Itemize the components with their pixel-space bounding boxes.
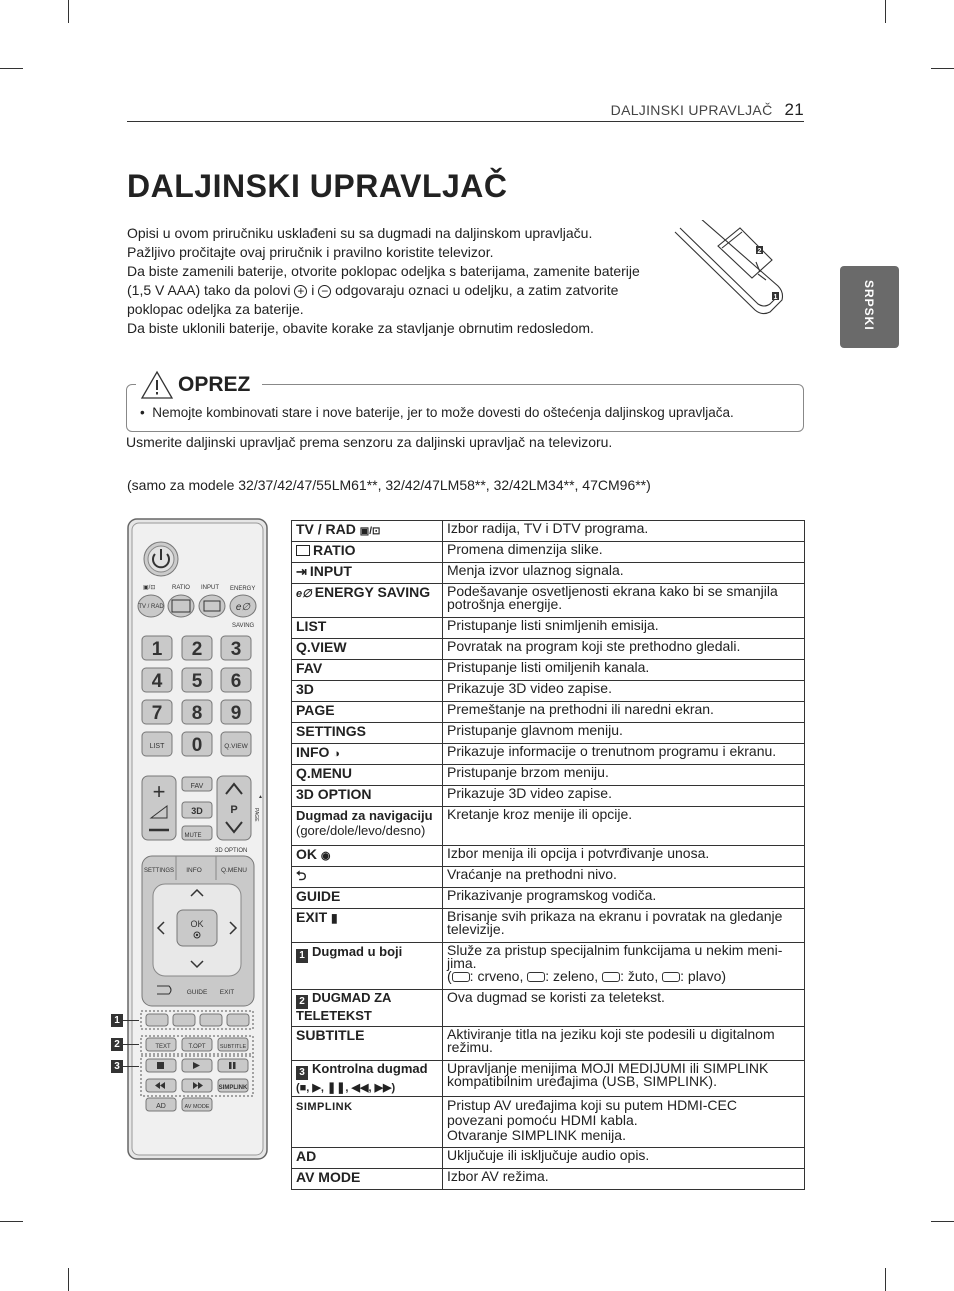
table-row	[292, 846, 805, 867]
plus-pole-icon: +	[294, 285, 307, 298]
color-green: : zeleno,	[545, 968, 599, 984]
crop-mark	[931, 68, 954, 69]
control-keys-icons: (■, ▶, ❚❚, ◀◀, ▶▶)	[296, 1082, 396, 1094]
key-desc: Izbor AV režima.	[443, 1169, 805, 1190]
key-desc: Podešavanje osvetljenosti ekrana kako bi se smanjila potrošnja energije.	[443, 584, 805, 618]
svg-text:▣/⊡: ▣/⊡	[143, 585, 156, 591]
remote-digit-0: 0	[191, 735, 203, 756]
table-row	[292, 639, 805, 660]
caution-heading	[136, 370, 262, 400]
remote-label-fav: FAV	[190, 783, 204, 790]
key-desc: Aktiviranje titla na jeziku koji ste podesili u digitalnom režimu.	[443, 1027, 805, 1061]
key-name: AD	[292, 1148, 443, 1169]
key-name: FAV	[292, 660, 443, 681]
remote-label-qmenu: Q.MENU	[221, 867, 247, 874]
language-tab-label: SRPSKI	[862, 280, 876, 331]
warning-icon	[140, 370, 174, 400]
remote-digit-7: 7	[151, 703, 163, 724]
remote-label-qview: Q.VIEW	[224, 743, 248, 750]
svg-text:2: 2	[757, 248, 762, 255]
back-icon: ⮌	[296, 868, 307, 883]
minus-pole-icon: −	[318, 285, 331, 298]
table-row	[292, 744, 805, 765]
key-name: EXIT	[296, 909, 328, 925]
callout-number: 1	[296, 949, 308, 963]
svg-text:1: 1	[773, 294, 778, 301]
remote-label-tvrad: TV / RAD	[138, 604, 164, 610]
intro-line: Pažljivo pročitajte ovaj priručnik i pravilno koristite televizor.	[127, 244, 494, 260]
key-name: PAGE	[292, 702, 443, 723]
key-desc: Prikazuje 3D video zapise.	[443, 681, 805, 702]
remote-label-topt: T.OPT	[188, 1044, 206, 1050]
crop-mark	[885, 0, 886, 23]
table-row	[292, 786, 805, 807]
remote-label-guide: GUIDE	[186, 989, 208, 996]
svg-text:+: +	[152, 779, 166, 804]
remote-label-energy: ENERGY	[230, 586, 256, 592]
input-icon: ⇥	[296, 564, 307, 579]
callout-number: 3	[296, 1066, 308, 1080]
key-name: SETTINGS	[292, 723, 443, 744]
svg-text:▲: ▲	[258, 794, 263, 800]
button-table	[291, 520, 805, 1190]
crop-mark	[931, 1221, 954, 1222]
key-name-3d: 3D	[292, 681, 443, 702]
key-name: DUGMAD ZA TELETEKST	[296, 990, 391, 1023]
yellow-key-icon	[602, 972, 620, 982]
simplink-logo: SIMPLINK	[296, 1101, 353, 1113]
table-row	[292, 702, 805, 723]
remote-label-exit: EXIT	[219, 989, 235, 996]
key-name: RATIO	[313, 542, 356, 558]
page-title: DALJINSKI UPRAVLJAČ	[127, 168, 508, 204]
tv-radio-icon: ▣/⊡	[359, 526, 381, 537]
table-row	[292, 1097, 805, 1148]
callout-number: 2	[296, 995, 308, 1009]
table-row	[292, 1169, 805, 1190]
table-row	[292, 1061, 805, 1097]
header-rule	[127, 121, 804, 122]
key-desc: Povratak na program koji ste prethodno gledali.	[443, 639, 805, 660]
key-desc: Služe za pristup specijalnim funkcijama u nekim meni-jima.	[447, 942, 783, 971]
color-yellow: : žuto,	[620, 968, 659, 984]
key-name: INPUT	[309, 563, 352, 579]
key-name: LIST	[292, 618, 443, 639]
key-desc: Premeštanje na prethodni ili naredni ekran.	[443, 702, 805, 723]
callout-line	[123, 1044, 139, 1045]
key-desc: Izbor menija ili opcija i potvrđivanje unosa.	[443, 846, 805, 867]
remote-digit-8: 8	[191, 703, 203, 724]
key-subname: (gore/dole/levo/desno)	[296, 823, 426, 838]
key-desc: Uključuje ili isključuje audio opis.	[443, 1148, 805, 1169]
intro-line: Da biste zamenili baterije, otvorite poklopac odeljka s baterijama, zamenite baterije	[127, 263, 640, 279]
key-desc: Kretanje kroz menije ili opcije.	[443, 807, 805, 846]
header-section: DALJINSKI UPRAVLJAČ	[610, 102, 773, 118]
key-name: Dugmad u boji	[312, 944, 403, 959]
remote-label-list: LIST	[149, 743, 165, 750]
key-name: Dugmad za navigaciju	[296, 808, 433, 823]
remote-digit-9: 9	[230, 703, 242, 724]
callout-1: 1	[111, 1014, 123, 1027]
key-desc: Pristupanje brzom meniju.	[443, 765, 805, 786]
key-name: Q.MENU	[292, 765, 443, 786]
key-desc: Pristup AV uređajima koji su putem HDMI-CEC	[447, 1097, 737, 1113]
remote-digit-5: 5	[191, 671, 203, 692]
energy-saving-icon: e∅	[296, 588, 312, 600]
language-tab	[840, 266, 899, 348]
key-name: INFO	[296, 744, 330, 760]
remote-label-settings: SETTINGS	[143, 868, 175, 874]
table-row	[292, 909, 805, 943]
key-desc: Promena dimenzija slike.	[443, 542, 805, 563]
key-desc: Ova dugmad se koristi za teletekst.	[443, 990, 805, 1027]
crop-mark	[0, 1221, 23, 1222]
key-name: Kontrolna dugmad	[312, 1061, 428, 1076]
key-desc: Otvaranje SIMPLINK menija.	[447, 1127, 626, 1143]
page-number: 21	[784, 100, 804, 119]
remote-label-avmode: AV MODE	[184, 1104, 210, 1110]
table-row	[292, 990, 805, 1027]
intro-line: poklopac odeljka za baterije.	[127, 301, 304, 317]
remote-label-saving: SAVING	[232, 623, 255, 629]
remote-label-3doption: 3D OPTION	[215, 848, 248, 854]
key-desc: Pristupanje glavnom meniju.	[443, 723, 805, 744]
table-row	[292, 1148, 805, 1169]
caution-title: OPREZ	[178, 373, 251, 396]
blue-key-icon	[662, 972, 680, 982]
key-name: 3D OPTION	[292, 786, 443, 807]
table-row	[292, 867, 805, 888]
intro-fragment: i	[311, 282, 315, 298]
remote-label-ratio: RATIO	[172, 585, 190, 591]
table-row	[292, 521, 805, 542]
table-row	[292, 563, 805, 584]
crop-mark	[885, 1268, 886, 1291]
remote-label-mute: MUTE	[184, 833, 202, 839]
remote-label-text: TEXT	[155, 1044, 171, 1050]
table-row	[292, 584, 805, 618]
key-name: TV / RAD	[296, 521, 356, 537]
remote-digit-2: 2	[191, 639, 203, 660]
key-name: Q.VIEW	[292, 639, 443, 660]
key-desc: Upravljanje menijima MOJI MEDIJUMI ili SIMPLINK kompatibilnim uređajima (USB, SIMPLINK).	[443, 1061, 805, 1097]
ok-icon: ◉	[320, 850, 331, 862]
remote-digit-4: 4	[151, 671, 163, 692]
remote-label-ok: OK	[190, 919, 204, 929]
intro-line	[127, 281, 657, 300]
ratio-icon	[296, 545, 310, 556]
remote-digit-1: 1	[151, 639, 163, 660]
remote-label-p: P	[230, 804, 238, 816]
key-desc: Izbor radija, TV i DTV programa.	[443, 521, 805, 542]
svg-text:SIMPLINK: SIMPLINK	[218, 1085, 248, 1091]
key-name: AV MODE	[292, 1169, 443, 1190]
exit-icon: ▮	[331, 911, 338, 925]
svg-text:e∅: e∅	[235, 602, 251, 613]
table-row: 1 Dugmad u boji Služe za pristup specijalnim funkcijama u nekim meni-jima. ( : crveno, : zeleno, : žuto, : plavo)	[292, 943, 805, 990]
remote-label-input: INPUT	[201, 585, 219, 591]
table-row	[292, 660, 805, 681]
table-row	[292, 681, 805, 702]
intro-line: Opisi u ovom priručniku usklađeni su sa dugmadi na daljinskom upravljaču.	[127, 225, 593, 241]
key-desc: Prikazivanje programskog vodiča.	[443, 888, 805, 909]
key-name: OK	[296, 846, 317, 862]
remote-digit-6: 6	[230, 671, 242, 692]
table-row	[292, 765, 805, 786]
table-row	[292, 723, 805, 744]
key-desc: povezani pomoću HDMI kabla.	[447, 1112, 638, 1128]
remote-digit-3: 3	[230, 639, 242, 660]
red-key-icon	[452, 972, 470, 982]
callout-line	[123, 1020, 139, 1021]
remote-label-page: PAGE	[253, 808, 259, 822]
crop-mark	[0, 68, 23, 69]
crop-mark	[68, 1268, 69, 1291]
key-name: SUBTITLE	[292, 1027, 443, 1061]
key-desc: Menja izvor ulaznog signala.	[443, 563, 805, 584]
key-desc: Vraćanje na prethodni nivo.	[443, 867, 805, 888]
table-row	[292, 888, 805, 909]
key-desc: Pristupanje listi snimljenih emisija.	[443, 618, 805, 639]
remote-label-ad: AD	[156, 1103, 166, 1110]
caution-item: • Nemojte kombinovati stare i nove baterije, jer to može dovesti do oštećenja daljinskog upravljača.	[140, 405, 734, 420]
key-desc: Pristupanje listi omiljenih kanala.	[443, 660, 805, 681]
model-note: (samo za modele 32/37/42/47/55LM61**, 32/42/47LM58**, 32/42LM34**, 47CM96**)	[127, 477, 651, 493]
battery-cover-illustration	[670, 220, 790, 330]
callout-3: 3	[111, 1060, 123, 1073]
running-header	[611, 100, 804, 120]
table-row	[292, 618, 805, 639]
table-row	[292, 542, 805, 563]
key-name: ENERGY SAVING	[314, 584, 431, 600]
caution-item-text: Nemojte kombinovati stare i nove baterije, jer to može dovesti do oštećenja daljinskog upravljača.	[152, 405, 734, 420]
svg-text:3D: 3D	[191, 806, 203, 816]
info-icon: ◑	[333, 748, 340, 760]
table-row	[292, 1027, 805, 1061]
crop-mark	[68, 0, 69, 23]
key-desc: Brisanje svih prikaza na ekranu i povratak na gledanje televizije.	[443, 909, 805, 943]
remote-label-subtitle: SUBTITLE	[219, 1044, 247, 1050]
remote-label-info: INFO	[186, 867, 202, 874]
color-red: : crveno,	[469, 968, 524, 984]
key-desc: Prikazuje 3D video zapise.	[443, 786, 805, 807]
intro-line: Da biste uklonili baterije, obavite korake za stavljanje obrnutim redosledom.	[127, 320, 594, 336]
intro-fragment: odgovaraju oznaci u odeljku, a zatim zatvorite	[335, 282, 619, 298]
key-name: GUIDE	[292, 888, 443, 909]
intro-text	[127, 224, 657, 338]
callout-2: 2	[111, 1038, 123, 1051]
table-row	[292, 807, 805, 846]
key-desc: Prikazuje informacije o trenutnom programu i ekranu.	[443, 744, 805, 765]
color-blue: : plavo)	[680, 968, 727, 984]
intro-fragment: (1,5 V AAA) tako da polovi	[127, 282, 291, 298]
remote-illustration	[127, 518, 268, 1160]
point-instruction: Usmerite daljinski upravljač prema senzoru za daljinski upravljač na televizoru.	[126, 434, 613, 450]
green-key-icon	[527, 972, 545, 982]
callout-line	[123, 1066, 139, 1067]
